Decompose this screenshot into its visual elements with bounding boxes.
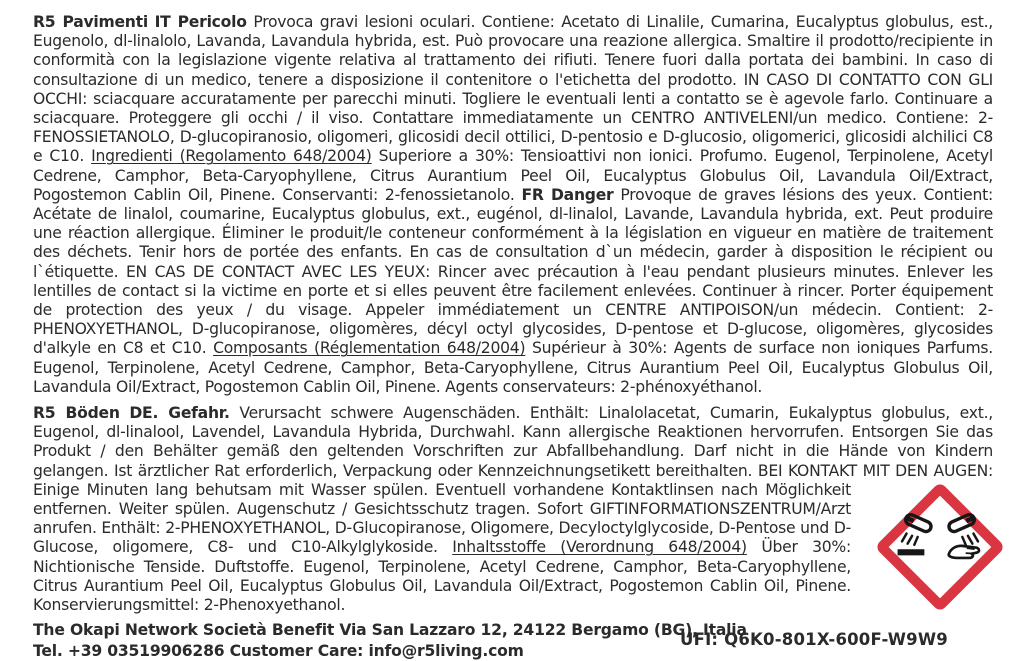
paragraph-de [33, 404, 993, 615]
ufi-code: UFI: Q6K0-801X-600F-W9W9 [680, 630, 948, 650]
fr-body-text: Provoque de graves lésions des yeux. Contient: Acétate de linalol, coumarine, Eucalyptus globulus, ext., eugénol, dl-linalol, Lavande, Lavandula hybrida, ext. Peut produire une réaction allergique. Éliminer le produit/le conteneur conformément à la législation en vigueur en matière de traitement des déchets. Tenir hors de portée des enfants. En cas de consultation d`un médecin, garder à disposition le récipient ou l`étiquette. EN CAS DE CONTACT AVEC LES YEUX: Rincer avec précaution à l'eau pendant plusieurs minutes. Enlever les lentilles de contact si la victime en porte et si elles peuvent être facilement enlevées. Continuer à rincer. Porter équipement de protection des yeux / du visage. Appeler immédiatement un CENTRE ANTIPOISON/un médecin. Contient: 2-PHENOXYETHANOL, D-glucopiranose, oligomères, décyl octyl glycosides, D-pentose et D-glucose, oligomères, glycosides d'alkyle en C8 et C10. [33, 185, 993, 358]
product-name-it: R5 Pavimenti [33, 13, 148, 31]
product-name-de: R5 Böden [33, 404, 120, 423]
de-hazard-lead: DE. Gefahr. [129, 404, 230, 423]
fr-ingredients-heading: Composants (Réglementation 648/2004) [213, 339, 526, 358]
de-body-text: Verursacht schwere Augenschäden. Enthält: Linalolacetat, Cumarin, Eukalyptus globulus, ext., Eugenol, dl-linalool, Lavendel, Lavandula Hybrida, Durchwahl. Kann allergische Reaktionen hervorrufen. Entsorgen Sie das Produkt / den Behälter gemäß den geltenden Vorschriften zur Abfallbehandlung. Darf nicht in die Hände von Kindern gelangen. Ist ärztlicher Rat erforderlich, Verpackung oder Kennzeichnungsetikett bereithalten. BEI KONTAKT MIT DEN AUGEN: Einige Minuten lang behutsam mit Wasser spülen. Eventuell vorhandene Kontaktlinsen nach Möglichkeit entfernen. Weiter spülen. Augenschutz / Gesichtsschutz tragen. Sofort GIFTINFORMATIONSZENTRUM/Arzt anrufen. Enthält: 2-PHENOXYETHANOL, D-Glucopiranose, Oligomere, Decyloctylglycoside, D-Pentose und D-Glucose, oligomere, C8- und C10-Alkylglykoside. [33, 404, 993, 557]
it-ingredients-heading: Ingredienti (Regolamento 648/2004) [91, 147, 372, 166]
it-body-text: Provoca gravi lesioni oculari. Contiene: Acetato di Linalile, Cumarina, Eucalyptus globulus, est., Eugenolo, dl-linalolo, Lavanda, Lavandula hybrida, est. Può provocare una reazione allergica. Smaltire il prodotto/recipiente in conformità con la legislazione vigente relativa al trattamento dei rifiuti. Tenere fuori dalla portata dei bambini. In caso di consultazione di un medico, tenere a disposizione il contenitore o l'etichetta del prodotto. IN CASO DI CONTATTO CON GLI OCCHI: sciacquare accuratamente per parecchi minuti. Togliere le eventuali lenti a contatto se è agevole farlo. Continuare a sciacquare. Proteggere gli occhi / il viso. Contattare immediatamente un CENTRO ANTIVELENI/un medico. Contiene: 2-FENOSSIETANOLO, D-glucopiranosio, oligomeri, glicosidi decil ottilici, D-pentosio e D-glucosio, oligomerici, glicosidi alchilici C8 e C10. [33, 13, 993, 166]
fr-ingredients-text: Supérieur à 30%: Agents de surface non ioniques Parfums. Eugenol, Terpinolene, Acetyl Cedrene, Camphor, Beta-Caryophyllene, Citrus Aurantium Peel Oil, Eucalyptus Globulus Oil, Lavandula Oil/Extract, Pogostemon Cablin Oil, Pinene. Agents conservateurs: 2-phénoxyéthanol. [33, 339, 994, 396]
fr-hazard-lead: FR Danger [521, 185, 614, 204]
footer [33, 620, 993, 661]
contact-info: Tel. +39 03519906286 Customer Care: info@r5living.com [33, 641, 524, 660]
paragraph-it-fr [33, 13, 993, 397]
de-ingredients-heading: Inhaltsstoffe (Verordnung 648/2004) [452, 538, 747, 557]
ghs05-corrosion-icon [873, 480, 1007, 614]
pictogram-diamond-border [882, 489, 999, 606]
de-ingredients-text: Über 30%: Nichtionische Tenside. Duftstoffe. Eugenol, Terpinolene, Acetyl Cedrene, Camphor, Beta-Caryophyllene, Citrus Aurantium Peel Oil, Eucalyptus Globulus Oil, Lavandula Oil/Extract, Pogostemon Cablin Oil, Pinene. Konservierungsmittel: 2-Phenoxyethanol. [33, 538, 851, 615]
corroded-surface-bar [898, 549, 925, 555]
it-hazard-lead: IT Pericolo [154, 13, 247, 31]
it-ingredients-text: Superiore a 30%: Tensioattivi non ionici. Profumo. Eugenol, Terpinolene, Acetyl Cedrene, Camphor, Beta-Caryophyllene, Citrus Aurantium Peel Oil, Eucalyptus Globulus Oil, Lavandula Oil/Extract, Pogostemon Cablin Oil, Pinene. Conservanti: 2-fenossietanolo. [33, 147, 993, 204]
company-address: The Okapi Network Società Benefit Via San Lazzaro 12, 24122 Bergamo (BG), Italia [33, 621, 747, 640]
